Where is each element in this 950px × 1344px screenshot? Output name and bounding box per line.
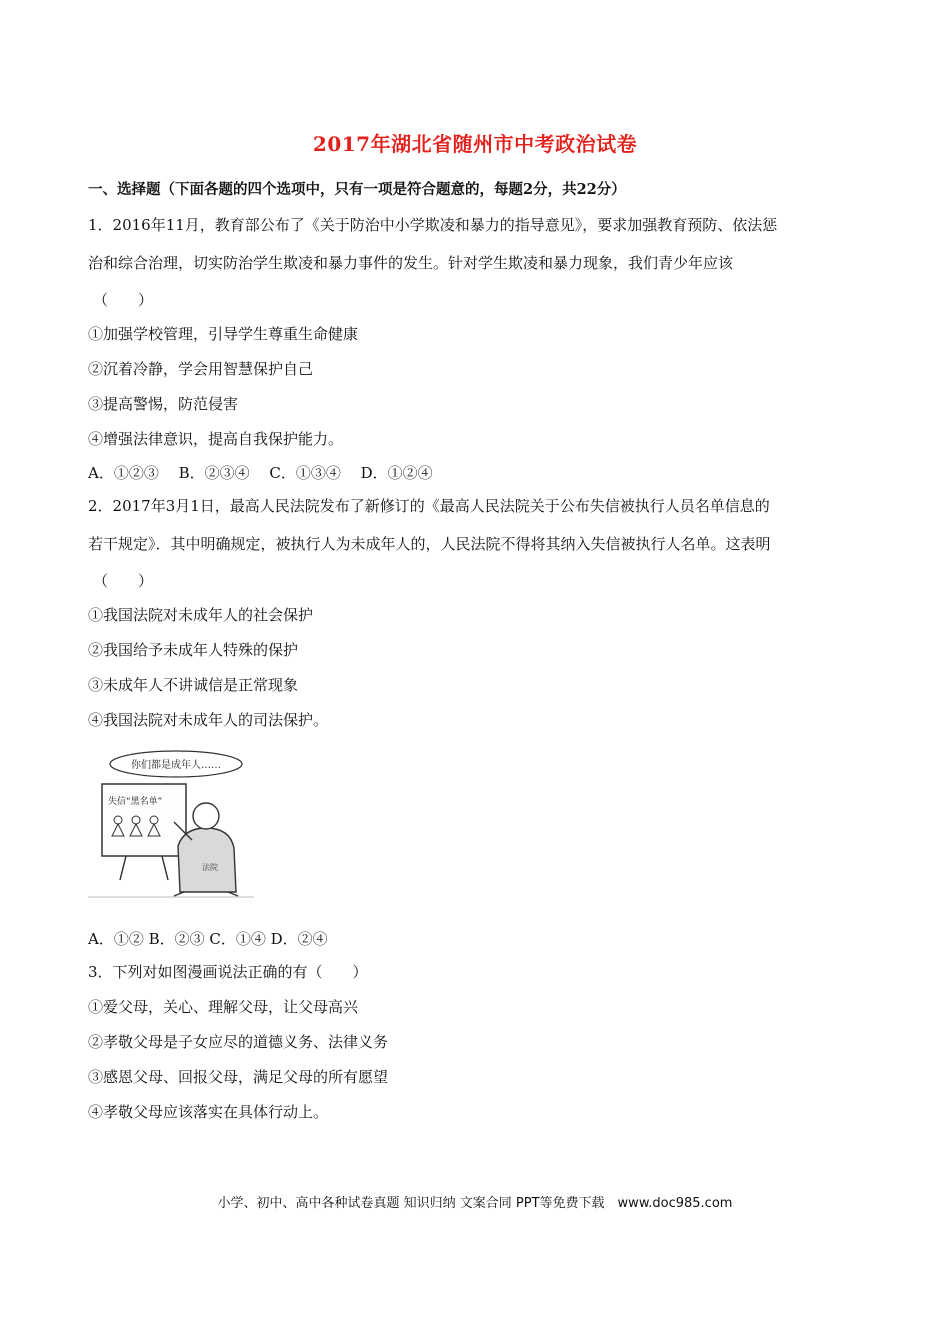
question-1-blank: （ ）: [93, 291, 154, 309]
question-1-answers: A．①②③ B．②③④ C．①③④ D．①②④: [88, 464, 433, 482]
question-2-option-4: ④我国法院对未成年人的司法保护。: [88, 711, 329, 729]
question-2-option-2: ②我国给予未成年人特殊的保护: [88, 641, 299, 659]
question-2-blank: （ ）: [93, 572, 154, 590]
court-cartoon: [88, 742, 254, 898]
question-1-option-3: ③提高警惕，防范侵害: [88, 395, 239, 413]
question-2-option-3: ③未成年人不讲诚信是正常现象: [88, 676, 299, 694]
board-text: 失信“黑名单”: [108, 797, 163, 807]
question-1-option-1: ①加强学校管理，引导学生尊重生命健康: [88, 325, 359, 343]
question-1-option-4: ④增强法律意识，提高自我保护能力。: [88, 430, 344, 448]
question-3-option-4: ④孝敬父母应该落实在具体行动上。: [88, 1103, 329, 1121]
section-heading: 一、选择题（下面各题的四个选项中，只有一项是符合题意的，每题2分，共22分）: [88, 181, 626, 198]
question-1-line-2: 治和综合治理，切实防治学生欺凌和暴力事件的发生。针对学生欺凌和暴力现象，我们青少年应该: [88, 254, 734, 272]
question-2-option-1: ①我国法院对未成年人的社会保护: [88, 606, 314, 624]
question-2-line-1: 2．2017年3月1日，最高人民法院发布了新修订的《最高人民法院关于公布失信被执行人员名单信息的: [88, 497, 770, 515]
bubble-text: 你们都是成年人……: [131, 760, 221, 771]
question-2-line-2: 若干规定》．其中明确规定，被执行人为未成年人的，人民法院不得将其纳入失信被执行人名单。这表明: [88, 535, 771, 553]
court-badge: 法院: [202, 863, 218, 872]
page-footer: 小学、初中、高中各种试卷真题 知识归纳 文案合同 PPT等免费下载 www.doc985.com: [217, 1196, 733, 1211]
question-1-option-2: ②沉着冷静，学会用智慧保护自己: [88, 360, 314, 378]
question-2-answers: A．①② B．②③ C．①④ D．②④: [88, 930, 328, 948]
question-3-option-2: ②孝敬父母是子女应尽的道德义务、法律义务: [88, 1033, 389, 1051]
question-3-line-1: 3．下列对如图漫画说法正确的有（ ）: [88, 963, 368, 981]
exam-title: 2017年湖北省随州市中考政治试卷: [312, 132, 638, 156]
question-1-line-1: 1．2016年11月，教育部公布了《关于防治中小学欺凌和暴力的指导意见》，要求加强教育预防、依法惩: [88, 216, 778, 234]
blacklist-board: [102, 784, 186, 856]
question-3-option-1: ①爱父母，关心、理解父母，让父母高兴: [88, 998, 359, 1016]
question-3-option-3: ③感恩父母、回报父母，满足父母的所有愿望: [88, 1068, 389, 1086]
